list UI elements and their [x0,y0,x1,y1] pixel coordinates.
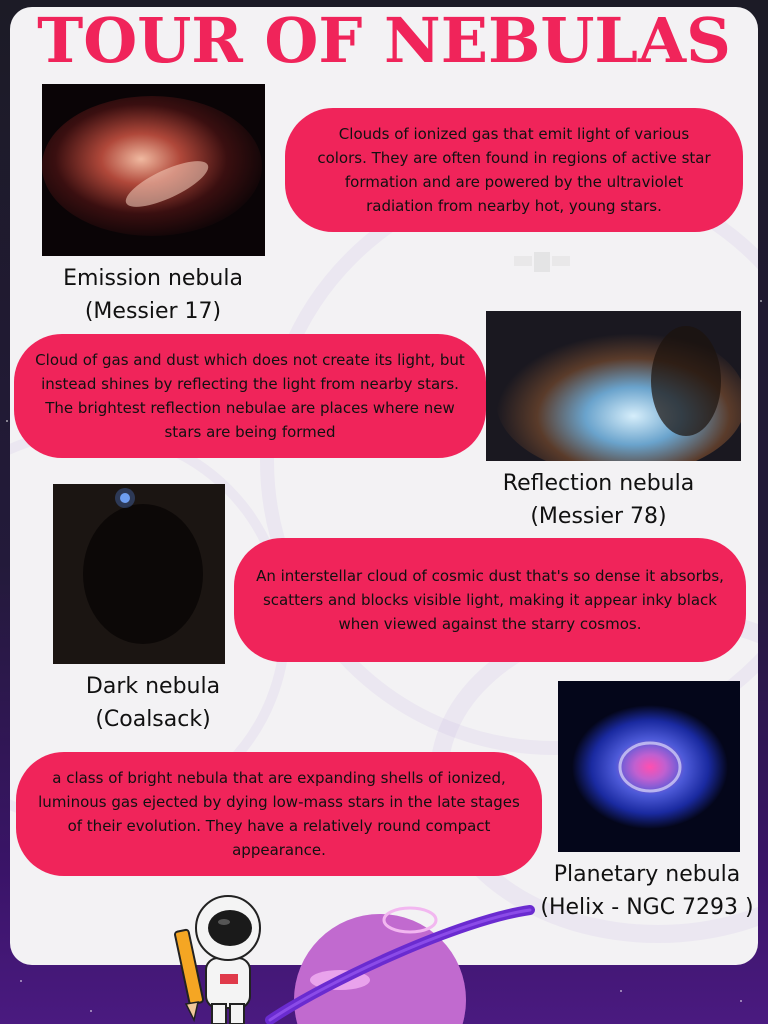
ringed-planet-icon [260,880,540,1024]
page-title: TOUR OF NEBULAS [37,4,731,77]
dark-nebula-name: Dark nebula [85,674,221,699]
satellite-icon [512,232,572,292]
reflection-nebula-description: Cloud of gas and dust which does not create its light, but instead shines by reflecting the light from nearby stars. The brightest reflection nebulae are places where new stars are being formed [14,334,486,458]
emission-nebula-catalog: (Messier 17) [84,299,222,324]
reflection-nebula-image [486,311,741,461]
planetary-nebula-catalog: (Helix - NGC 7293 ) [540,895,754,920]
reflection-nebula-name: Reflection nebula [502,471,695,496]
dark-nebula-description: An interstellar cloud of cosmic dust that's so dense it absorbs, scatters and blocks visible light, making it appear inky black when viewed against the starry cosmos. [234,538,746,662]
planetary-nebula-caption [532,858,762,924]
planetary-nebula-description: a class of bright nebula that are expanding shells of ionized, luminous gas ejected by dying low-mass stars in the late stages of their evolution. They have a relatively round compact appearance. [16,752,542,876]
planetary-nebula-image [558,681,740,852]
reflection-nebula-caption [486,467,711,533]
emission-nebula-description: Clouds of ionized gas that emit light of various colors. They are often found in regions of active star formation and are powered by the ultraviolet radiation from nearby hot, young stars. [285,108,743,232]
dark-nebula-caption [48,670,258,736]
emission-nebula-image [42,84,265,256]
dark-nebula-catalog: (Coalsack) [95,707,211,732]
emission-nebula-name: Emission nebula [63,266,243,291]
dark-nebula-image [53,484,225,664]
reflection-nebula-catalog: (Messier 78) [530,504,667,529]
emission-nebula-caption [48,262,258,328]
planetary-nebula-name: Planetary nebula [553,862,741,887]
